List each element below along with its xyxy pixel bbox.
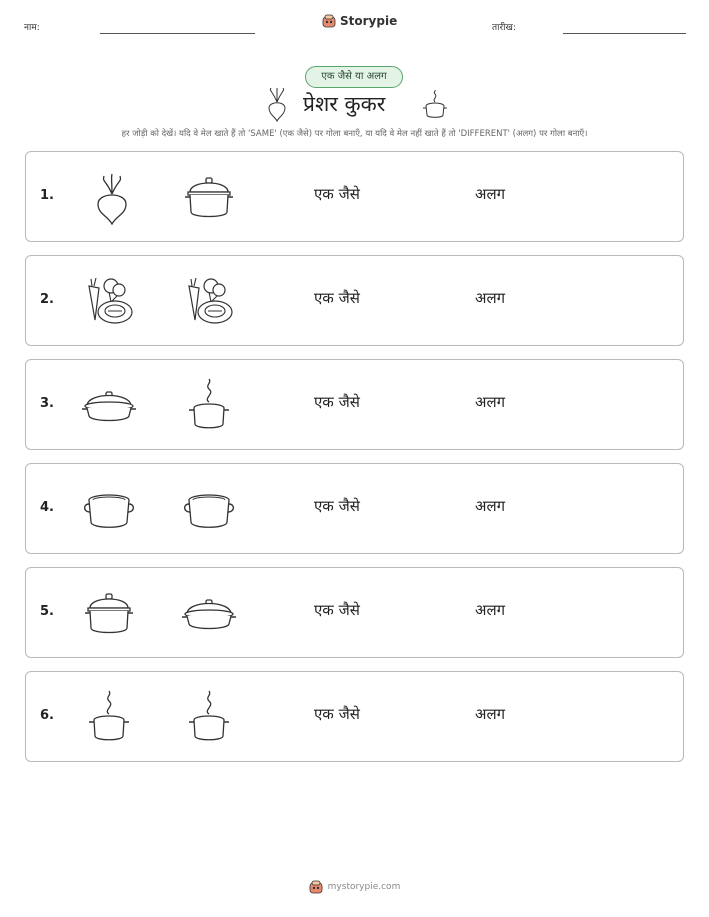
same-option[interactable]: एक जैसे: [314, 185, 360, 203]
open-pot-icon: [181, 482, 237, 538]
same-option[interactable]: एक जैसे: [314, 705, 360, 723]
worksheet-type-badge: एक जैसे या अलग: [305, 66, 403, 88]
question-number: 5.: [40, 604, 54, 619]
page-title: प्रेशर कुकर: [303, 92, 386, 116]
same-option[interactable]: एक जैसे: [314, 393, 360, 411]
name-label: नाम:: [24, 23, 40, 33]
storypie-mascot-icon: [309, 880, 323, 894]
steaming-pot-icon: [181, 378, 237, 434]
storypie-mascot-icon: [322, 14, 336, 28]
name-field[interactable]: [100, 33, 255, 34]
different-option[interactable]: अलग: [475, 185, 506, 203]
flat-pan-with-lid-icon: [81, 378, 137, 434]
question-row: [25, 671, 684, 762]
steaming-pot-icon: [81, 690, 137, 746]
different-option[interactable]: अलग: [475, 705, 506, 723]
open-pot-icon: [81, 482, 137, 538]
question-row: [25, 463, 684, 554]
date-field[interactable]: [563, 33, 686, 34]
steaming-pot-icon: [181, 690, 237, 746]
brand-name: Storypie: [340, 14, 398, 28]
vegetables-plate-icon: [181, 274, 237, 330]
date-label: तारीख:: [492, 23, 516, 33]
question-number: 3.: [40, 396, 54, 411]
question-number: 1.: [40, 188, 54, 203]
beetroot-icon: [262, 88, 292, 122]
title-row: [0, 88, 709, 122]
beetroot-icon: [84, 170, 140, 226]
instructions: हर जोड़ी को देखें। यदि वे मेल खाते हैं तो 'SAME' (एक जैसे) पर गोला बनाएँ, या यदि वे मेल नहीं खाते हैं तो 'DIFFERENT' (अलग) पर गोला बनाएँ।: [121, 129, 588, 139]
question-number: 2.: [40, 292, 54, 307]
same-option[interactable]: एक जैसे: [314, 497, 360, 515]
worksheet-header: [0, 14, 709, 38]
flat-pan-with-lid-icon: [181, 586, 237, 642]
same-option[interactable]: एक जैसे: [314, 289, 360, 307]
pot-with-lid-icon: [181, 170, 237, 226]
different-option[interactable]: अलग: [475, 497, 506, 515]
question-number: 6.: [40, 708, 54, 723]
question-row: [25, 567, 684, 658]
different-option[interactable]: अलग: [475, 393, 506, 411]
question-number: 4.: [40, 500, 54, 515]
question-row: [25, 151, 684, 242]
brand-logo: [322, 14, 397, 28]
question-row: [25, 255, 684, 346]
pot-with-lid-icon: [81, 586, 137, 642]
footer-url: mystorypie.com: [327, 882, 401, 892]
footer: [0, 880, 709, 894]
same-option[interactable]: एक जैसे: [314, 601, 360, 619]
vegetables-plate-icon: [81, 274, 137, 330]
steaming-pot-icon: [420, 90, 450, 120]
different-option[interactable]: अलग: [475, 289, 506, 307]
different-option[interactable]: अलग: [475, 601, 506, 619]
question-row: [25, 359, 684, 450]
